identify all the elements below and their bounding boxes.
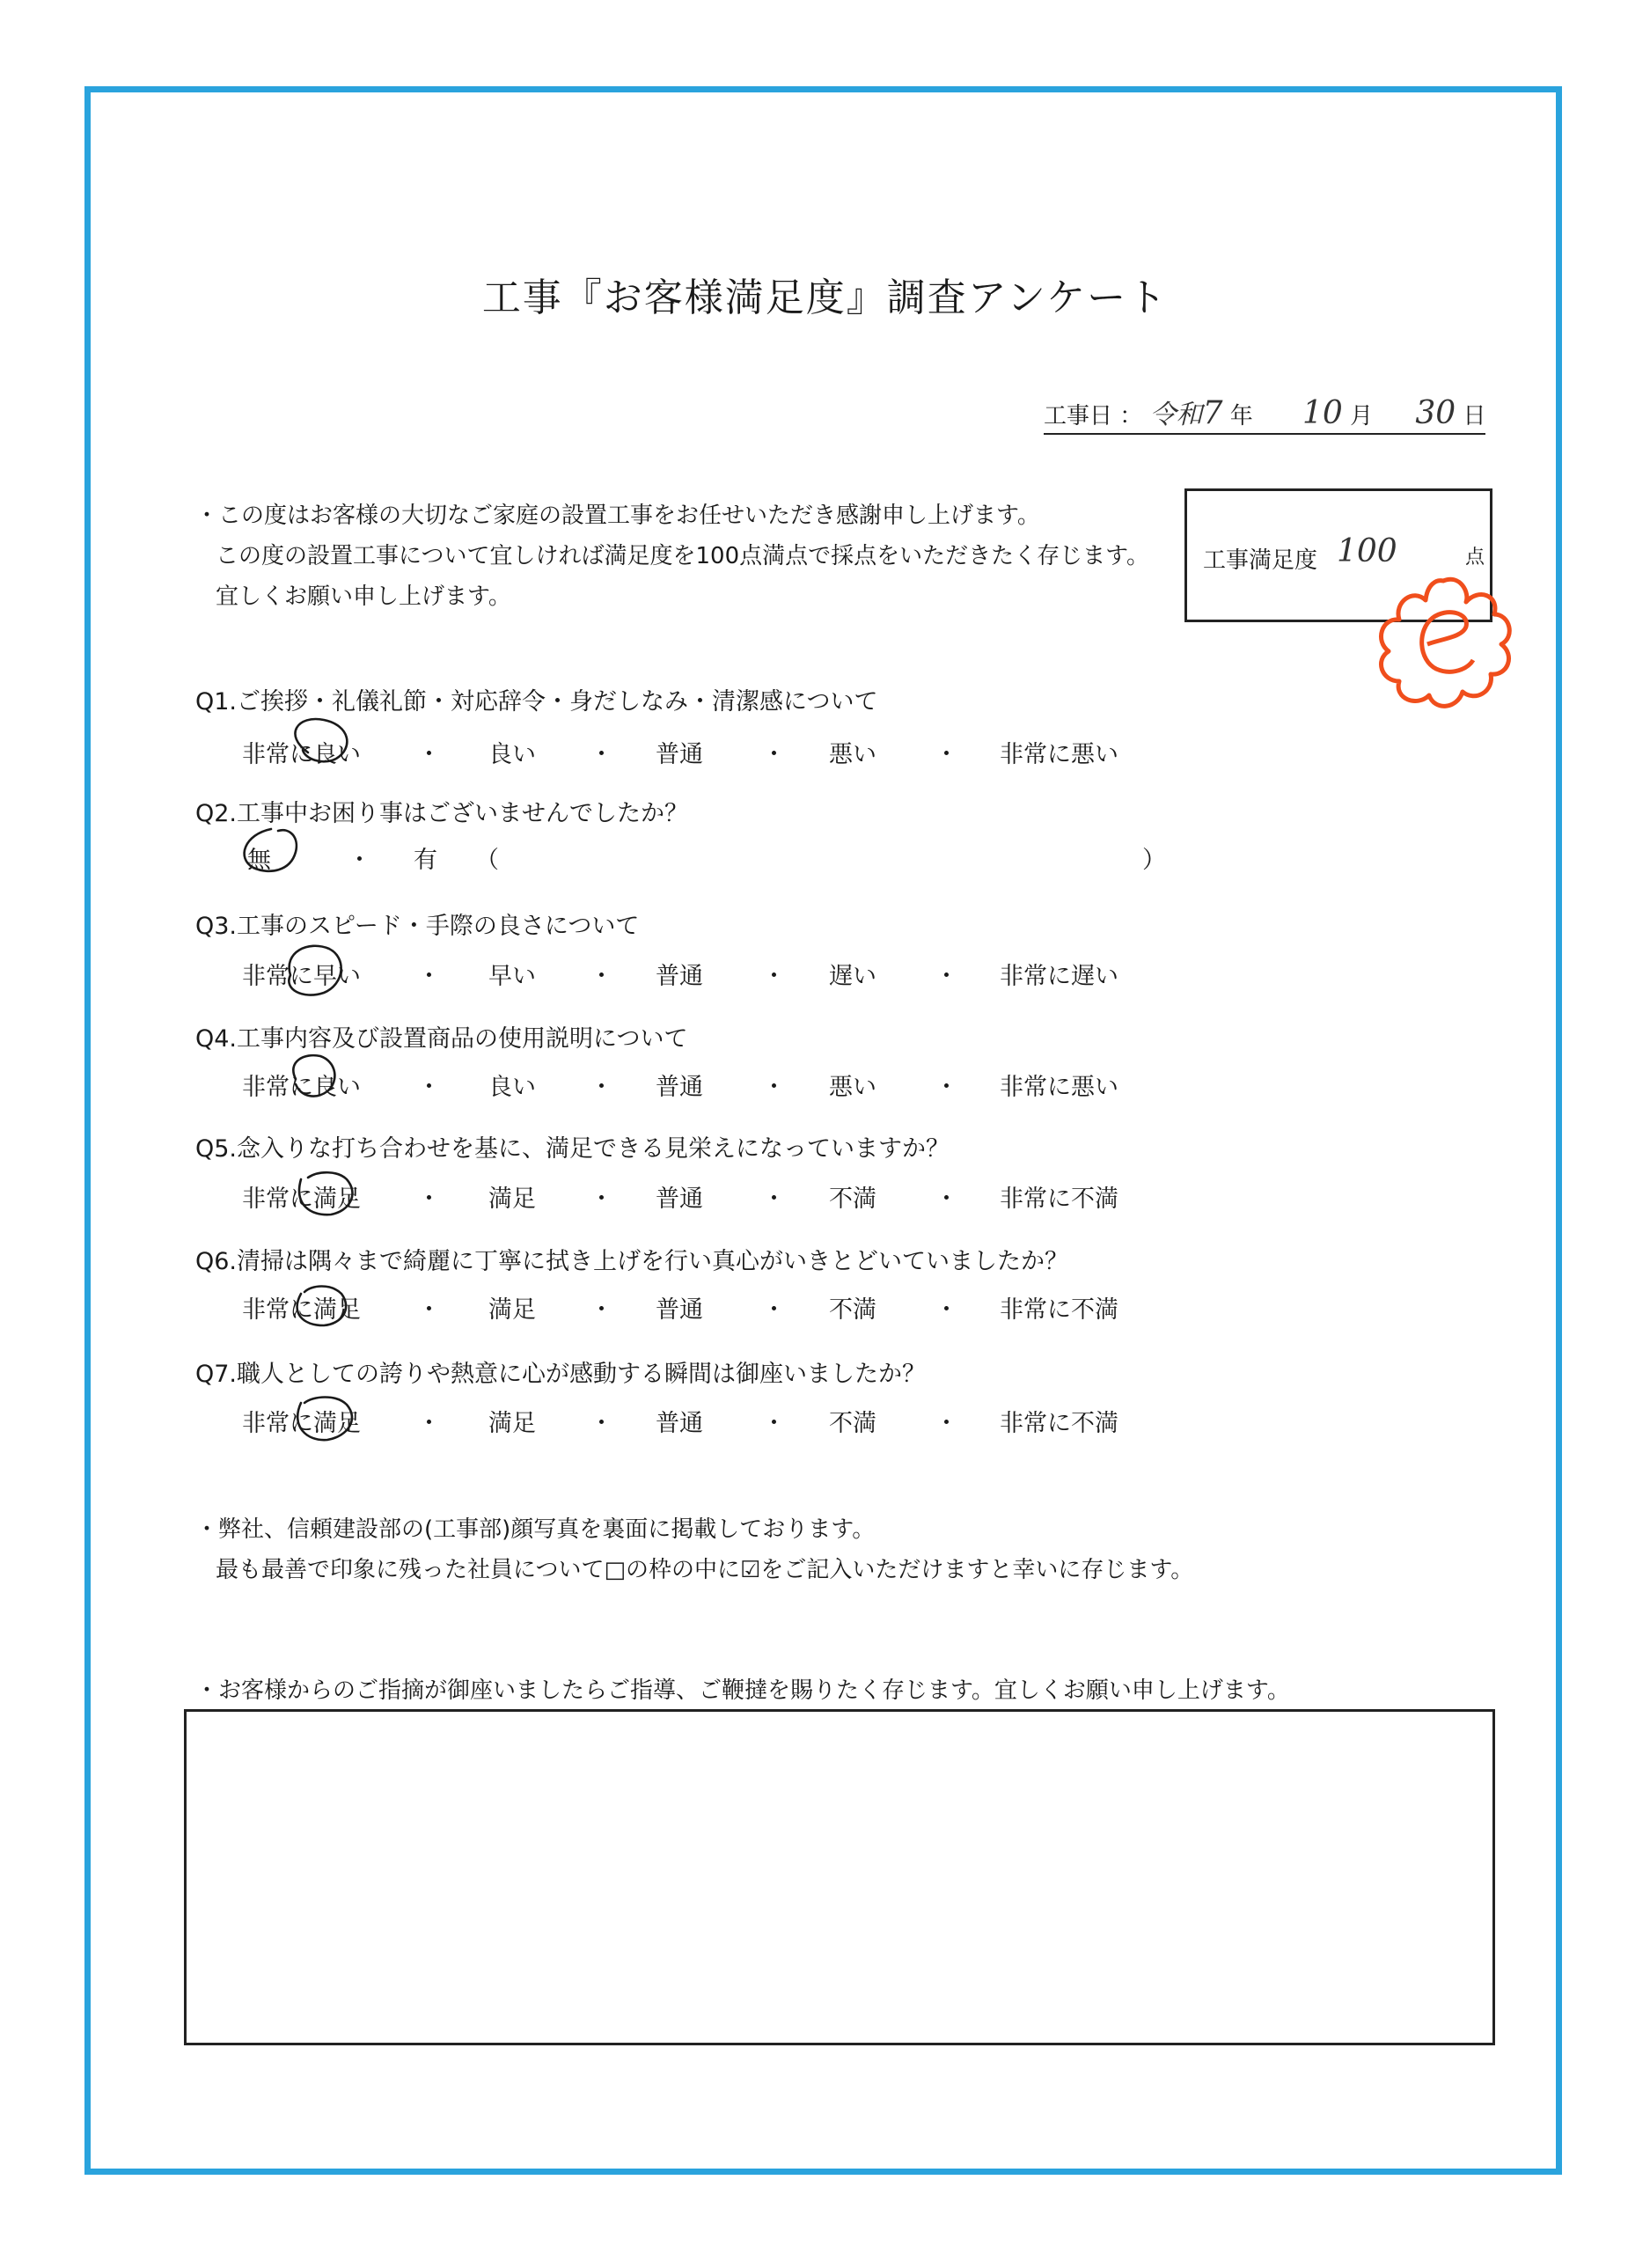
q7-separator: ・ bbox=[762, 1410, 786, 1437]
q1-option-4[interactable]: 悪い bbox=[829, 741, 876, 768]
q3-separator: ・ bbox=[935, 963, 958, 990]
q4-option-4[interactable]: 悪い bbox=[829, 1074, 876, 1101]
q4-separator: ・ bbox=[762, 1074, 786, 1101]
q7-separator: ・ bbox=[935, 1410, 958, 1437]
q6-option-3[interactable]: 普通 bbox=[656, 1296, 703, 1324]
q3-option-5[interactable]: 非常に遅い bbox=[1000, 963, 1118, 990]
intro-line-3: 宜しくお願い申し上げます。 bbox=[216, 584, 511, 610]
q5-selection-circle bbox=[299, 1172, 352, 1215]
q7-option-2[interactable]: 満足 bbox=[488, 1410, 536, 1437]
q6-separator: ・ bbox=[590, 1296, 613, 1324]
q4-option-2[interactable]: 良い bbox=[488, 1074, 536, 1101]
page-title: 工事『お客様満足度』調査アンケート bbox=[481, 275, 1169, 320]
date-month-unit: 月 bbox=[1350, 403, 1374, 429]
q7-separator: ・ bbox=[417, 1410, 441, 1437]
q5-separator: ・ bbox=[935, 1185, 958, 1213]
q5-option-3[interactable]: 普通 bbox=[656, 1185, 703, 1213]
q4-option-1[interactable]: 非常に良い bbox=[242, 1074, 361, 1101]
score-unit: 点 bbox=[1465, 547, 1485, 569]
q6-option-4[interactable]: 不満 bbox=[829, 1296, 876, 1324]
q7-option-4[interactable]: 不満 bbox=[829, 1410, 876, 1437]
q3-separator: ・ bbox=[590, 963, 613, 990]
q1-separator: ・ bbox=[417, 741, 441, 768]
q1-option-2[interactable]: 良い bbox=[488, 741, 536, 768]
q3-separator: ・ bbox=[762, 963, 786, 990]
photo-note-line-2: 最も最善で印象に残った社員について□の枠の中に☑をご記入いただけますと幸いに存じます。 bbox=[216, 1557, 1194, 1583]
comment-prompt: ・お客様からのご指摘が御座いましたらご指導、ご鞭撻を賜りたく存じます。宜しくお願い申し上げます。 bbox=[195, 1677, 1290, 1704]
intro-line-2: この度の設置工事について宜しければ満足度を100点満点で採点をいただきたく存じます。 bbox=[216, 543, 1150, 569]
q6-option-1[interactable]: 非常に満足 bbox=[242, 1296, 361, 1324]
q2-option-none[interactable]: 無 bbox=[247, 847, 271, 874]
q1-separator: ・ bbox=[590, 741, 613, 768]
question-3: Q3.工事のスピード・手際の良さについて bbox=[195, 913, 640, 940]
q4-separator: ・ bbox=[935, 1074, 958, 1101]
q1-separator: ・ bbox=[762, 741, 786, 768]
q2-paren-open: （ bbox=[475, 847, 499, 874]
q1-option-5[interactable]: 非常に悪い bbox=[1000, 741, 1118, 768]
question-2: Q2.工事中お困り事はございませんでしたか？ bbox=[195, 800, 689, 827]
question-6: Q6.清掃は隅々まで綺麗に丁寧に拭き上げを行い真心がいきとどいていましたか？ bbox=[195, 1248, 1069, 1275]
question-7: Q7.職人としての誇りや熱意に心が感動する瞬間は御座いましたか？ bbox=[195, 1361, 927, 1388]
q6-separator: ・ bbox=[762, 1296, 786, 1324]
q6-selection-circle bbox=[297, 1287, 347, 1326]
q2-paren-close: ） bbox=[1142, 847, 1166, 874]
q7-option-5[interactable]: 非常に不満 bbox=[1000, 1410, 1118, 1437]
q4-option-3[interactable]: 普通 bbox=[656, 1074, 703, 1101]
q4-selection-circle bbox=[293, 1055, 334, 1096]
intro-line-1: ・この度はお客様の大切なご家庭の設置工事をお任せいただき感謝申し上げます。 bbox=[195, 503, 1040, 529]
q7-option-3[interactable]: 普通 bbox=[656, 1410, 703, 1437]
q1-option-3[interactable]: 普通 bbox=[656, 741, 703, 768]
question-5: Q5.念入りな打ち合わせを基に、満足できる見栄えになっていますか？ bbox=[195, 1135, 950, 1163]
q1-selection-circle bbox=[295, 719, 347, 761]
date-day: 30 bbox=[1415, 395, 1456, 431]
date-year-unit: 年 bbox=[1229, 403, 1253, 429]
q6-option-5[interactable]: 非常に不満 bbox=[1000, 1296, 1118, 1324]
date-month: 10 bbox=[1302, 395, 1343, 431]
q4-separator: ・ bbox=[590, 1074, 613, 1101]
date-era: 令和 bbox=[1149, 400, 1203, 430]
q5-option-1[interactable]: 非常に満足 bbox=[242, 1185, 361, 1213]
question-4: Q4.工事内容及び設置商品の使用説明について bbox=[195, 1025, 688, 1053]
q2-separator: ・ bbox=[348, 847, 371, 874]
q1-option-1[interactable]: 非常に良い bbox=[242, 741, 361, 768]
flower-e-stamp-icon bbox=[1381, 579, 1509, 706]
date-year: 7 bbox=[1202, 395, 1223, 431]
date-colon: ： bbox=[1119, 403, 1143, 429]
q3-separator: ・ bbox=[417, 963, 441, 990]
q3-option-3[interactable]: 普通 bbox=[656, 963, 703, 990]
q2-selection-circle bbox=[245, 829, 297, 871]
q3-option-2[interactable]: 早い bbox=[488, 963, 536, 990]
q3-option-1[interactable]: 非常に早い bbox=[242, 963, 361, 990]
q7-selection-circle bbox=[297, 1398, 352, 1441]
photo-note-line-1: ・弊社、信頼建設部の(工事部)顔写真を裏面に掲載しております。 bbox=[195, 1516, 876, 1543]
q6-separator: ・ bbox=[935, 1296, 958, 1324]
q5-separator: ・ bbox=[762, 1185, 786, 1213]
q7-separator: ・ bbox=[590, 1410, 613, 1437]
q6-option-2[interactable]: 満足 bbox=[488, 1296, 536, 1324]
q7-option-1[interactable]: 非常に満足 bbox=[242, 1410, 361, 1437]
q6-separator: ・ bbox=[417, 1296, 441, 1324]
q5-option-5[interactable]: 非常に不満 bbox=[1000, 1185, 1118, 1213]
q4-option-5[interactable]: 非常に悪い bbox=[1000, 1074, 1118, 1101]
q3-selection-circle bbox=[289, 946, 341, 995]
q2-option-yes[interactable]: 有 bbox=[414, 847, 437, 874]
score-value: 100 bbox=[1337, 533, 1397, 569]
q4-separator: ・ bbox=[417, 1074, 441, 1101]
q5-option-4[interactable]: 不満 bbox=[829, 1185, 876, 1213]
date-label: 工事日 bbox=[1044, 403, 1113, 429]
q3-option-4[interactable]: 遅い bbox=[829, 963, 876, 990]
q5-separator: ・ bbox=[417, 1185, 441, 1213]
score-label: 工事満足度 bbox=[1203, 547, 1318, 574]
q1-separator: ・ bbox=[935, 741, 958, 768]
q5-option-2[interactable]: 満足 bbox=[488, 1185, 536, 1213]
date-day-unit: 日 bbox=[1463, 403, 1486, 429]
q5-separator: ・ bbox=[590, 1185, 613, 1213]
question-1: Q1.ご挨拶・礼儀礼節・対応辞令・身だしなみ・清潔感について bbox=[195, 688, 878, 716]
